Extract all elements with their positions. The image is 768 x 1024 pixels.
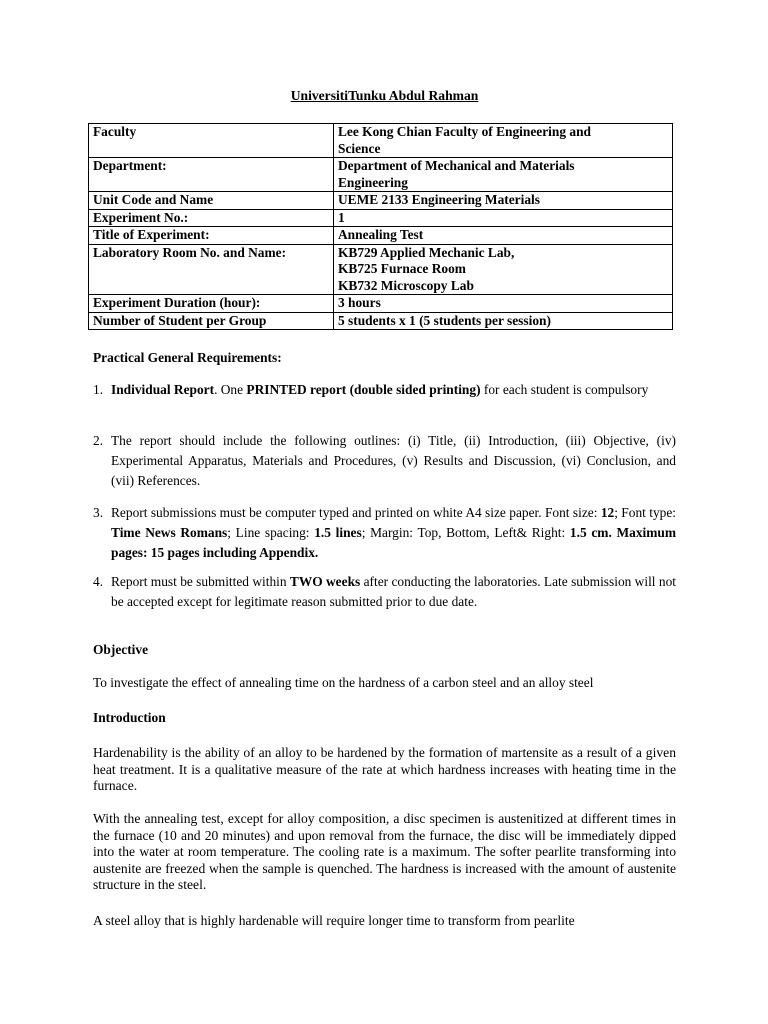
info-row	[89, 312, 673, 330]
info-value-line: KB729 Applied Mechanic Lab,	[338, 244, 515, 260]
requirement-text-part: Report submissions must be computer typed and printed on white A4 size paper. Font size:	[111, 505, 601, 520]
intro-paragraph-1: Hardenability is the ability of an alloy to be hardened by the formation of martensite as a result of a given heat treatment. It is a qualitative measure of the rate at which hardness increases with heating time in the furnace.	[93, 745, 676, 793]
info-value-line: KB725 Furnace Room	[338, 261, 466, 276]
requirement-text-part: Time News Romans	[111, 525, 228, 540]
info-key: Experiment Duration (hour):	[89, 295, 334, 313]
requirement-text-part: ; Line spacing:	[227, 525, 315, 540]
info-value-line: KB732 Microscopy Lab	[338, 277, 474, 293]
requirement-text-part: PRINTED report (double sided printing)	[246, 382, 481, 397]
requirement-text	[111, 572, 676, 612]
info-value-line: 1	[338, 209, 345, 225]
requirement-text-part: ; Font type:	[614, 505, 677, 520]
info-key: Laboratory Room No. and Name:	[89, 244, 334, 295]
requirement-text-part: after conducting the laboratories. Late submission will not be accepted except for legitimate reason submitted prior to due date.	[111, 574, 676, 609]
requirement-item	[93, 572, 676, 612]
requirement-text-part: Report must be submitted within	[111, 574, 290, 589]
requirement-number: 4.	[93, 574, 104, 589]
info-row	[89, 192, 673, 210]
experiment-info-table	[88, 123, 673, 330]
info-value	[334, 209, 673, 227]
requirement-text-part: Individual Report	[111, 382, 215, 397]
info-value	[334, 227, 673, 245]
info-value-line: 5 students x 1 (5 students per session)	[338, 312, 551, 328]
info-key: Department:	[89, 158, 334, 192]
requirement-text-part: for each student is compulsory	[480, 382, 649, 397]
info-row	[89, 295, 673, 313]
objective-heading: Objective	[93, 642, 149, 657]
info-row	[89, 227, 673, 245]
info-value-line: 3 hours	[338, 295, 381, 310]
info-value-line: UEME 2133 Engineering Materials	[338, 192, 540, 207]
objective-text: To investigate the effect of annealing time on the hardness of a carbon steel and an alloy steel	[93, 675, 594, 690]
intro-paragraph-3: A steel alloy that is highly hardenable will require longer time to transform from pearlite	[93, 913, 575, 928]
info-row	[89, 158, 673, 192]
info-key: Experiment No.:	[89, 209, 334, 227]
requirement-number: 2.	[93, 433, 104, 448]
requirement-number: 3.	[93, 505, 104, 520]
university-title: UniversitiTunku Abdul Rahman	[290, 88, 479, 103]
requirement-item	[93, 380, 676, 400]
requirement-text	[111, 503, 676, 563]
info-value	[334, 295, 673, 313]
requirement-text-part: The report should include the following outlines: (i) Title, (ii) Introduction, (iii) Objective, (iv) Experimental Apparatus, Materials and Procedures, (v) Results and Discussion, (vi) Conclusion, and (vii) References.	[111, 433, 676, 488]
requirement-text-part: 1.5 cm. Maximum pages: 15 pages including Appendix.	[111, 525, 676, 560]
requirements-heading: Practical General Requirements:	[93, 350, 282, 365]
info-row	[89, 124, 673, 158]
info-value-line: Annealing Test	[338, 227, 424, 242]
info-row	[89, 244, 673, 295]
requirement-number: 1.	[93, 382, 104, 397]
requirement-text-part: . One	[214, 382, 247, 397]
requirement-text-part: 1.5 lines	[314, 525, 362, 540]
info-row	[89, 209, 673, 227]
info-value-line: Science	[338, 140, 381, 156]
info-key: Unit Code and Name	[89, 192, 334, 210]
info-value	[334, 192, 673, 210]
info-value	[334, 244, 673, 295]
intro-paragraph-2: With the annealing test, except for alloy composition, a disc specimen is austenitized at different times in the furnace (10 and 20 minutes) and upon removal from the furnace, the disc will be immediately dipped into the water at room temperature. The cooling rate is a maximum. The softer pearlite transforming into austenite are freezed when the sample is quenched. The hardness is increased with the amount of austenite structure in the steel.	[93, 811, 676, 892]
info-value	[334, 312, 673, 330]
info-value-line: Lee Kong Chian Faculty of Engineering and	[338, 124, 591, 139]
requirement-item	[93, 431, 676, 491]
info-key: Number of Student per Group	[89, 312, 334, 330]
requirement-text	[111, 380, 676, 400]
info-value	[334, 158, 673, 192]
info-value	[334, 124, 673, 158]
requirement-text-part: ; Margin: Top, Bottom, Left& Right:	[361, 525, 570, 540]
introduction-heading: Introduction	[93, 710, 166, 725]
info-key: Title of Experiment:	[89, 227, 334, 245]
requirement-item	[93, 503, 676, 563]
info-key: Faculty	[89, 124, 334, 158]
info-value-line: Department of Mechanical and Materials	[338, 158, 575, 173]
requirement-text-part: TWO weeks	[289, 574, 361, 589]
requirement-text	[111, 431, 676, 491]
requirement-text-part: 12	[600, 505, 615, 520]
info-value-line: Engineering	[338, 174, 408, 190]
